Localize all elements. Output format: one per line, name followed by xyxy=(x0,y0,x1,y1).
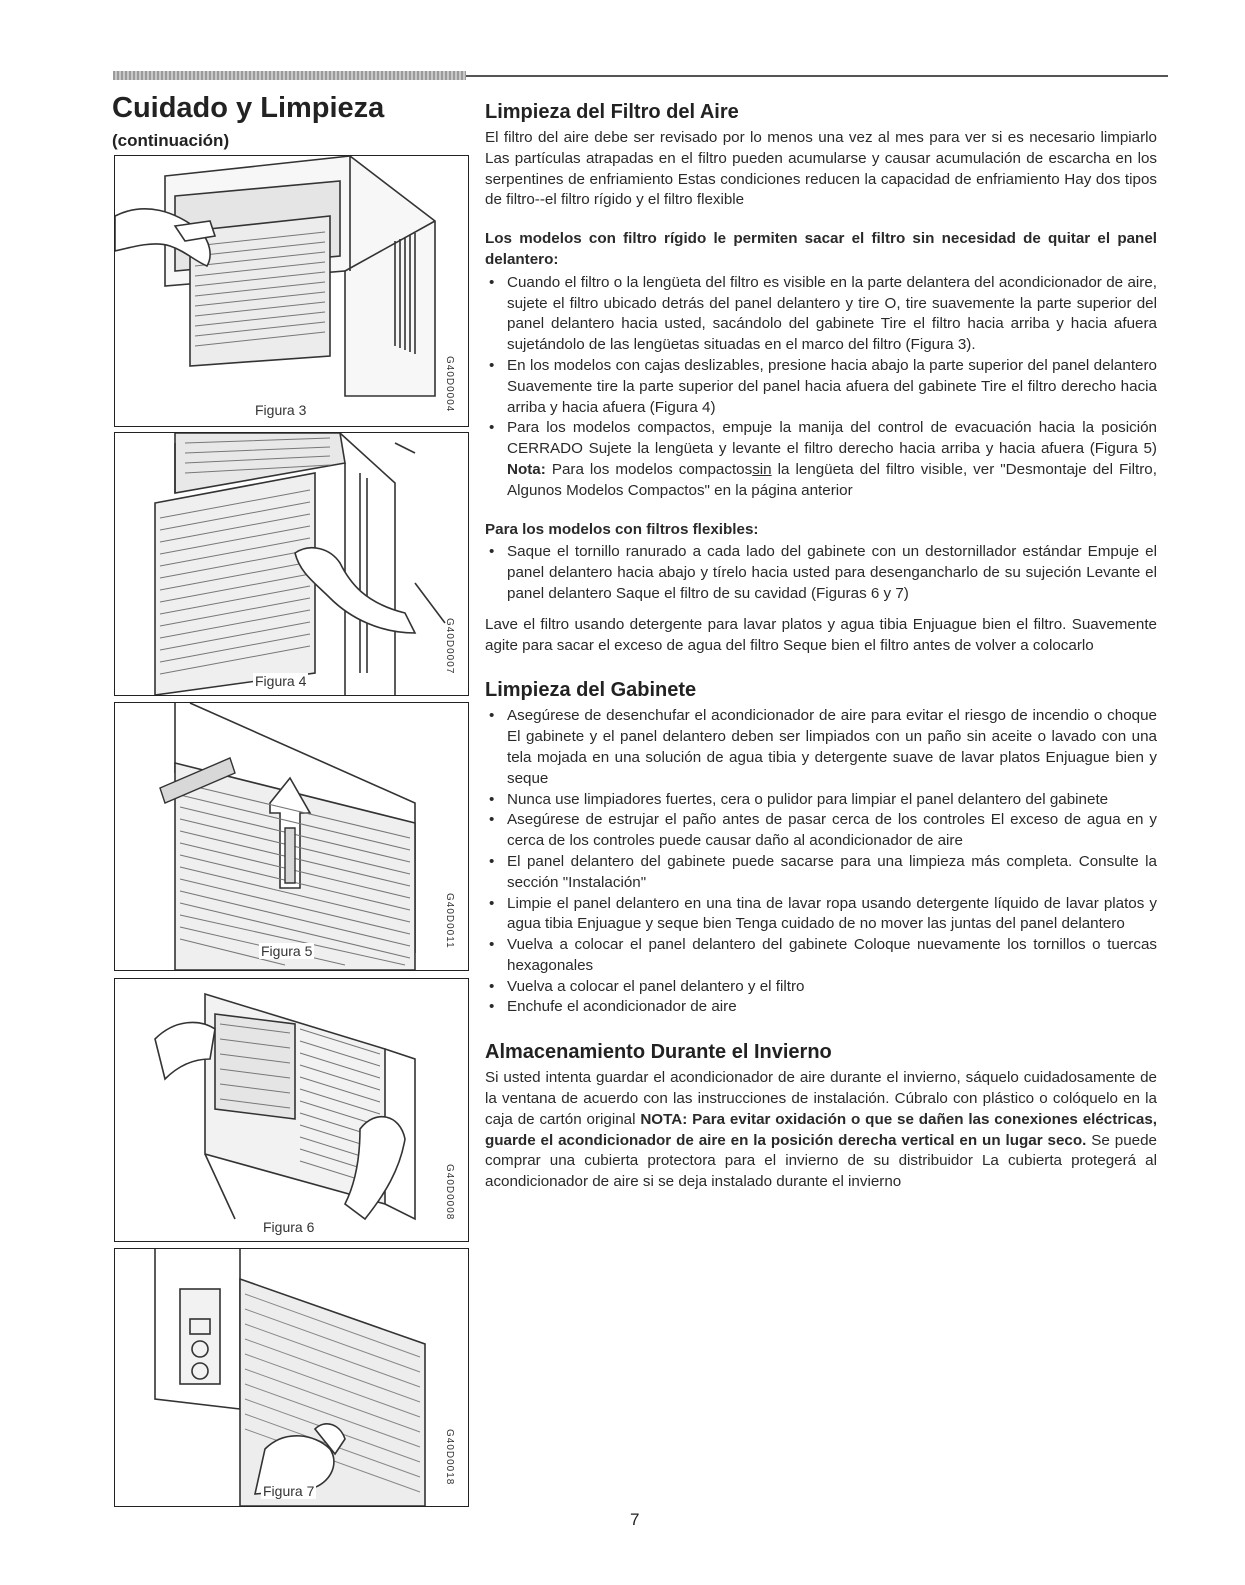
winter-text-pre: Si usted intenta guardar el acondicionador de aire durante el invierno, sáquelo cuidadosamente de la ventana de acuerdo con las instrucciones de instalación. Cúbralo con plástico o colóquelo en la caja de cartón original xyxy=(485,1069,1157,1128)
list-item: • Asegúrese de estrujar el paño antes de pasar cerca de los controles El exceso de agua en y cerca de los controles puede causar daño al acondicionador de aire xyxy=(485,810,1157,852)
figure-5-illustration xyxy=(115,703,468,970)
list-item: • Saque el tornillo ranurado a cada lado del gabinete con un destornillador estándar Empuje el panel delantero hacia abajo y tírelo hacia usted para desengancharlo de su sujeción Levante el panel delantero Saque el filtro de su cavidad (Figuras 6 y 7) xyxy=(485,542,1157,604)
figure-7-caption: Figura 7 xyxy=(263,1483,315,1499)
figure-4-code: G40D0007 xyxy=(444,618,455,675)
figure-6-illustration xyxy=(115,979,468,1241)
figure-4-caption: Figura 4 xyxy=(255,673,307,689)
figure-5 xyxy=(114,702,469,971)
list-item: • Cuando el filtro o la lengüeta del filtro es visible en la parte delantera del acondicionador de aire, sujete el filtro ubicado detrás del panel delantero y tire O, tire suavemente la parte superior del panel delantero hacia usted, sacándolo del gabinete Tire el filtro hacia arriba y hacia afuera sujetándolo de las lengüetas situadas en el marco del filtro (Figura 3). xyxy=(485,273,1157,356)
list-item: • Limpie el panel delantero en una tina de lavar ropa usando detergente líquido de lavar platos y agua tibia Enjuague y seque bien Tenga cuidado de no mover las juntas del panel delantero xyxy=(485,894,1157,936)
winter-text xyxy=(485,1068,1157,1193)
cabinet-list xyxy=(485,706,1157,1018)
note-pre: Para los modelos compactos xyxy=(551,460,753,478)
note-post: la lengüeta del filtro visible, ver "Desmontaje del Filtro, Algunos Modelos Compactos" en la página anterior xyxy=(507,460,1157,499)
list-item: • Enchufe el acondicionador de aire xyxy=(485,997,1157,1018)
header-rule-line xyxy=(466,75,1168,77)
flex-filter-list xyxy=(485,542,1157,604)
cabinet-heading: Limpieza del Gabinete xyxy=(485,679,697,702)
compact-text: Para los modelos compactos, empuje la manija del control de evacuación hacia la posición CERRADO Sujete la lengüeta y levante el filtro derecho hacia arriba y hacia afuera (Figura 5) xyxy=(507,419,1157,458)
figure-4 xyxy=(114,432,469,696)
list-item: • El panel delantero del gabinete puede sacarse para una limpieza más completa. Consulte la sección "Instalación" xyxy=(485,852,1157,894)
flex-filter-heading: Para los modelos con filtros flexibles: xyxy=(485,520,759,538)
rigid-filter-heading: Los modelos con filtro rígido le permiten sacar el filtro sin necesidad de quitar el panel delantero: xyxy=(485,230,1157,268)
figure-3-illustration xyxy=(115,156,468,426)
page-number: 7 xyxy=(630,1510,640,1529)
wash-instructions: Lave el filtro usando detergente para lavar platos y agua tibia Enjuague bien el filtro. Suavemente agite para sacar el exceso de agua del filtro Seque bien el filtro antes de volver a colocarlo xyxy=(485,615,1157,654)
figure-7 xyxy=(114,1248,469,1507)
list-item: • Nunca use limpiadores fuertes, cera o pulidor para limpiar el panel delantero del gabinete xyxy=(485,790,1157,811)
header-rule-bar xyxy=(113,71,466,80)
rigid-filter-list xyxy=(485,273,1157,502)
list-item: • Vuelva a colocar el panel delantero del gabinete Coloque nuevamente los tornillos o tuercas hexagonales xyxy=(485,935,1157,977)
figure-7-illustration xyxy=(115,1249,468,1506)
filter-heading: Limpieza del Filtro del Aire xyxy=(485,101,739,123)
figure-5-code: G40D0011 xyxy=(444,893,455,949)
list-item: • Vuelva a colocar el panel delantero y el filtro xyxy=(485,977,1157,998)
list-item: • Asegúrese de desenchufar el acondicionador de aire para evitar el riesgo de incendio o choque El gabinete y el panel delantero deben ser limpiados con un paño sin aceite o lavado con una tela mojada en una solución de agua tibia y detergente suave de lavar platos Enjuague bien y seque xyxy=(485,706,1157,789)
note-label: Nota: xyxy=(507,460,546,478)
figure-7-code: G40D0018 xyxy=(444,1429,455,1486)
content-column xyxy=(485,100,1157,1193)
figure-5-caption: Figura 5 xyxy=(261,943,313,959)
figure-6-code: G40D0008 xyxy=(444,1164,455,1221)
list-item: • En los modelos con cajas deslizables, presione hacia abajo la parte superior del panel delantero Suavemente tire la parte superior del panel hacia afuera del gabinete Tire el filtro derecho hacia arriba y hacia afuera (Figura 4) xyxy=(485,356,1157,418)
winter-note: NOTA: Para evitar oxidación o que se dañen las conexiones eléctricas, guarde el acondicionador de aire en la posición derecha vertical en un lugar seco. xyxy=(485,1110,1158,1149)
figure-3-code: G40D0004 xyxy=(444,356,455,413)
winter-heading: Almacenamiento Durante el Invierno xyxy=(485,1041,832,1064)
figure-3 xyxy=(114,155,469,427)
figure-6-caption: Figura 6 xyxy=(263,1219,315,1235)
winter-text-post: Se puede comprar una cubierta protectora para el invierno de su distribuidor La cubierta protegerá al acondicionador de aire si se deja instalado durante el invierno xyxy=(485,1131,1157,1191)
list-item-compact xyxy=(485,418,1157,501)
filter-intro: El filtro del aire debe ser revisado por lo menos una vez al mes para ver si es necesario limpiarlo Las partículas atrapadas en el filtro pueden acumularse y causar acumulación de escarcha en los serpentines de enfriamiento Estas condiciones reducen la capacidad de enfriamiento Hay dos tipos de filtro--el filtro rígido y el filtro flexible xyxy=(485,129,1157,209)
figure-3-caption: Figura 3 xyxy=(255,402,307,418)
page-subtitle: (continuación) xyxy=(112,131,230,150)
figure-4-illustration xyxy=(115,433,468,695)
page-title: Cuidado y Limpieza xyxy=(112,92,385,124)
figure-6 xyxy=(114,978,469,1242)
note-underlined: sin xyxy=(752,460,772,478)
